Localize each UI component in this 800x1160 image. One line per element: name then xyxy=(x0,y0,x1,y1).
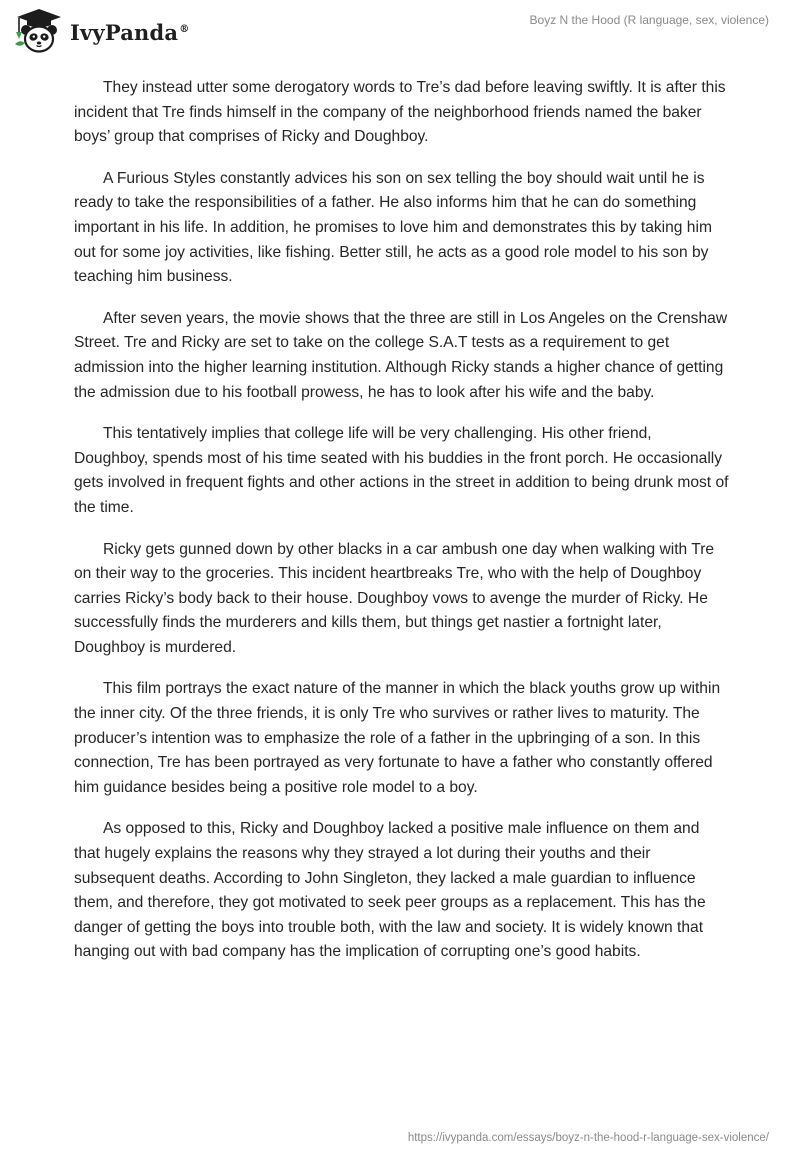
paragraph: Ricky gets gunned down by other blacks in a car ambush one day when walking with Tre on their way to the groceries. This incident heartbreaks Tre, who with the help of Doughboy carries Ricky’s body back to their house. Doughboy vows to avenge the murder of Ricky. He successfully finds the murderers and kills them, but things get nastier a fortnight later, Doughboy is murdered. xyxy=(74,540,715,656)
panda-graduation-cap-icon xyxy=(14,8,64,54)
paragraph: A Furious Styles constantly advices his son on sex telling the boy should wait until he is ready to take the responsibilities of a father. He also informs him that he can do something important in his life. In addition, he promises to love him and demonstrates this by taking him out for some joy activities, like fishing. Better still, he acts as a good role model to his son by teaching him business. xyxy=(74,169,712,286)
paragraph: After seven years, the movie shows that the three are still in Los Angeles on the Crenshaw Street. Tre and Ricky are set to take on the college S.A.T tests as a requirement to get admission into the higher learning institution. Although Ricky stands a higher chance of getting the admission due to his football prowess, he has to look after his wife and the baby. xyxy=(74,309,728,401)
paragraph: This film portrays the exact nature of the manner in which the black youths grow up within the inner city. Of the three friends, it is only Tre who survives or rather lives to maturity. The producer’s intention was to emphasize the role of a father in the upbringing of a son. In this connection, Tre has been portrayed as very fortunate to have a father who constantly offered him guidance besides being a positive role model to a boy. xyxy=(74,680,721,796)
source-url[interactable]: https://ivypanda.com/essays/boyz-n-the-hood-r-language-sex-violence/ xyxy=(407,1132,769,1144)
brand-name xyxy=(70,20,189,45)
registered-mark: ® xyxy=(179,23,190,35)
brand-logo[interactable] xyxy=(14,8,189,54)
page-header xyxy=(0,0,800,62)
document-title: Boyz N the Hood (R language, sex, violence) xyxy=(529,13,769,27)
brand-name-text: IvyPanda xyxy=(70,19,179,45)
paragraph: As opposed to this, Ricky and Doughboy lacked a positive male influence on them and that hugely explains the reasons why they strayed a lot during their youths and their subsequent deaths. According to John Singleton, they lacked a male guardian to influence them, and therefore, they got motivated to seek peer groups as a replacement. This has the danger of getting the boys into trouble both, with the law and society. It is widely known that hanging out with bad company has the implication of corrupting one’s good habits. xyxy=(74,820,706,961)
paragraph: They instead utter some derogatory words to Tre’s dad before leaving swiftly. It is after this incident that Tre finds himself in the company of the neighborhood friends named the baker boys’ group that comprises of Ricky and Doughboy. xyxy=(74,79,726,146)
essay-body xyxy=(74,76,729,982)
paragraph: This tentatively implies that college life will be very challenging. His other friend, Doughboy, spends most of his time seated with his buddies in the front porch. He occasionally gets involved in frequent fights and other actions in the street in addition to being drunk most of the time. xyxy=(74,425,729,516)
